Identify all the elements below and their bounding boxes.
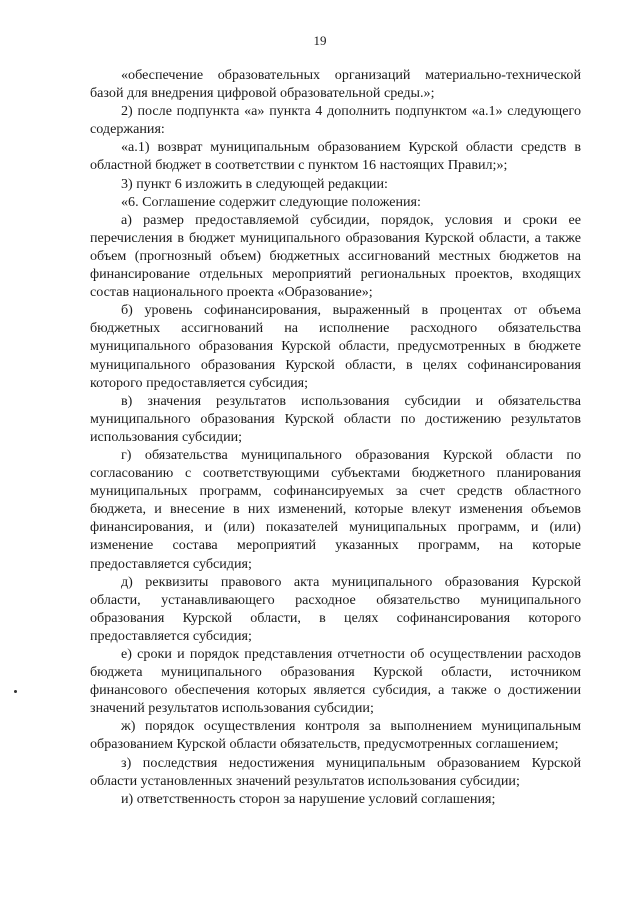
- paragraph-subitem-v: в) значения результатов использования субсидии и обязательства муниципального образования Курской области по достижению результатов использования субсидии;: [90, 392, 581, 445]
- scan-speck: [14, 690, 17, 693]
- paragraph-subitem-a: а) размер предоставляемой субсидии, порядок, условия и сроки ее перечисления в бюджет муниципального образования Курской области, а также объем (прогнозный объем) бюджетных ассигнований местных бюджетов на финансирование отдельных мероприятий региональных проектов, входящих состав национального проекта «Образование»;: [90, 211, 581, 301]
- paragraph-clause-6: «6. Соглашение содержит следующие положения:: [121, 193, 421, 210]
- paragraph-subitem-zh: ж) порядок осуществления контроля за выполнением муниципальным образованием Курской области обязательств, предусмотренных соглашением;: [90, 718, 581, 753]
- paragraph-subitem-e: е) сроки и порядок представления отчетности об осуществлении расходов бюджета муниципального образования Курской области, источником финансового обеспечения которых является субсидия, а также о достижении значений результатов использования субсидии;: [90, 646, 581, 717]
- paragraph-subitem-g: г) обязательства муниципального образования Курской области по согласованию с соответствующими субъектами бюджетного планирования муниципальных программ, софинансируемых за счет средств областного бюджета, и внесение в них изменений, которые влекут изменения объемов финансирования, и (или) показателей муниципальных программ, и (или) изменение состава мероприятий указанных программ, на которые предоставляется субсидия;: [90, 446, 581, 572]
- paragraph-subitem-a1: «а.1) возврат муниципальным образованием Курской области средств в областной бюджет в соответствии с пунктом 16 настоящих Правил;»;: [90, 139, 581, 174]
- paragraph-quote-ending: «обеспечение образовательных организаций материально-технической базой для внедрения цифровой образовательной среды.»;: [90, 67, 581, 102]
- paragraph-item-3: 3) пункт 6 изложить в следующей редакции:: [121, 175, 388, 192]
- page-number: 19: [313, 33, 327, 48]
- document-body: [90, 66, 581, 808]
- paragraph-subitem-b: б) уровень софинансирования, выраженный в процентах от объема бюджетных ассигнований на исполнение расходного обязательства муниципального образования Курской области, предусмотренных в бюджете муниципального образования Курской области, в целях софинансирования которого предоставляется субсидия;: [90, 302, 581, 391]
- paragraph-subitem-d: д) реквизиты правового акта муниципального образования Курской области, устанавливающего расходное обязательство муниципального образования Курской области, в целях софинансирования которого предоставляется субсидия;: [90, 573, 581, 644]
- paragraph-item-2: 2) после подпункта «а» пункта 4 дополнить подпунктом «а.1» следующего содержания:: [90, 103, 581, 138]
- paragraph-subitem-i: и) ответственность сторон за нарушение условий соглашения;: [121, 790, 496, 807]
- paragraph-subitem-z: з) последствия недостижения муниципальным образованием Курской области установленных значений результатов использования субсидии;: [90, 754, 581, 789]
